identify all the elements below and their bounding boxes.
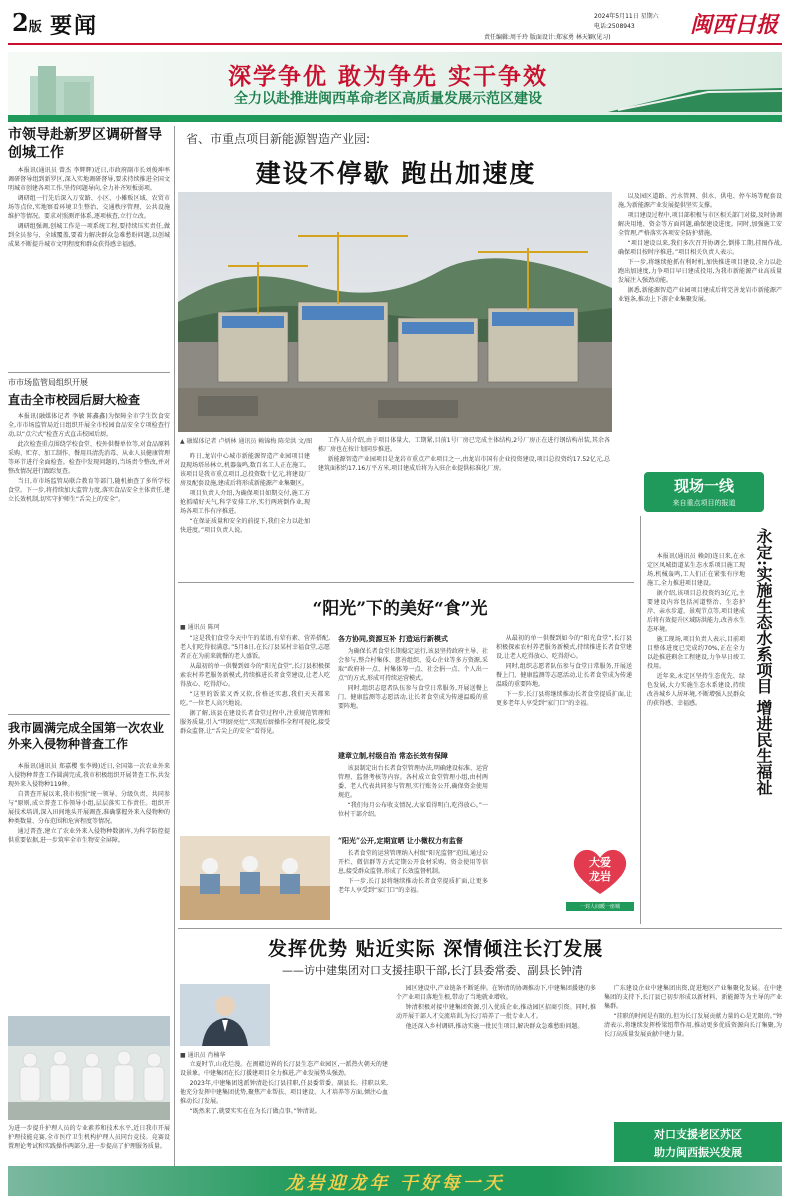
dayong-logo-line2: 龙岩 xyxy=(589,870,611,883)
bottom-paragraph: 立夏时节,山花烂漫。在闽赣边界的长汀县生态产业园区,一派热火朝天的建设景象。中建集团在长汀援建项目全力推进,产业发展势头强劲。 xyxy=(180,1061,388,1077)
main-kicker: 省、市重点项目新能源智造产业园: xyxy=(186,132,371,146)
bottom-paragraph: “挂职的时间是有限的,但为长汀发展贡献力量的心是无限的。”钟清表示,将继续发挥桥梁纽带作用,推动更多优质资源向长汀集聚,为长汀高质量发展贡献中建力量。 xyxy=(604,1013,782,1038)
yangguang-paragraph: 据了解,该县在建设长者食堂过程中,注重规范管理和服务质量,引入“明厨亮灶”,实现后厨操作全程可视化,接受群众监督,让“舌尖上的安全”看得见。 xyxy=(180,710,330,735)
sidebar-paragraph: 本报讯(通讯员 赖剑)连日来,在永定区凤城街道某生态水系项目施工现场,机械轰鸣,工人们正在紧张有序地施工,全力推进项目建设。 xyxy=(647,553,745,587)
main-column-2 xyxy=(318,436,610,576)
support-badge-line1: 对口支援老区苏区 xyxy=(654,1128,742,1141)
article2-body xyxy=(8,412,170,708)
yangguang-paragraph: 同时,组织志愿者队伍参与食堂日常服务,开展送餐上门、健康监测等志愿活动,让长者食堂成为传递温暖的重要阵地。 xyxy=(496,663,632,688)
article2-paragraph: 当日,市市场监管局联合教育等部门,随机抽查了多所学校食堂。下一步,将持续加大监管力度,落实食品安全主体责任,建立长效机制,切实守护师生“舌尖上的安全”。 xyxy=(8,478,170,503)
construction-photo-illustration xyxy=(178,192,612,432)
masthead-rule xyxy=(8,43,782,45)
banner-line1: 深学争优 敢为争先 实干争效 xyxy=(227,63,548,90)
yangguang-subhead-3: “阳光”公开,定期宣晒 让小微权力有监督 xyxy=(338,836,463,845)
bottom-column-3 xyxy=(604,984,782,1114)
main-paragraph: “项目建设以来,我们多次召开协调会,倒排工期,挂图作战,确保项目按时序推进。”项目相关负责人表示。 xyxy=(618,240,782,256)
yangguang-paragraph: 下一步,长汀县将继续推动长者食堂提质扩面,让更多老年人享受到“家门口”的幸福。 xyxy=(338,878,488,894)
interview-photo xyxy=(180,984,270,1046)
main-paragraph: 项目负责人介绍,为确保项目如期交付,施工方抢抓晴好天气,科学安排工序,实行两班倒作业,现场各项工作有序推进。 xyxy=(180,490,310,515)
yangguang-paragraph: “我们每月公布收支情况,大家看得明白,吃得放心。”一位村干部介绍。 xyxy=(338,802,488,818)
article3-paragraph: 本报讯(通讯员 郑嘉樱 张李嫚)近日,全国第一次农业外来入侵物种普查工作圆满完成,我市积极组织开展普查工作,共发现外来入侵物种119种。 xyxy=(8,763,170,788)
support-badge-line2: 助力闽西振兴发展 xyxy=(654,1146,742,1159)
on-site-badge-title: 现场一线 xyxy=(673,477,734,495)
page-number-unit: 版 xyxy=(28,20,42,35)
main-column-3 xyxy=(618,192,782,468)
section-title: 要闻 xyxy=(50,13,99,39)
yangguang-column-3 xyxy=(496,634,632,834)
page-number-digit: 2 xyxy=(12,8,29,37)
newspaper-logo: 闽西日报 xyxy=(690,12,779,38)
main-paragraph: 据悉,新能源智造产业园项目建成后将完善龙岩市新能源产业链条,推动上下游企业集聚发展。 xyxy=(618,287,782,303)
bottom-paragraph: 广东建设企业中建集团出资,促进地区产业集聚化发展。在中建集团的支持下,长汀县已初步形成以新材料、新能源等为主导的产业集群。 xyxy=(604,985,782,1010)
yangguang-column-2 xyxy=(338,634,488,920)
article1-paragraph: 本报讯(通讯员 曾杰 李辉辉)近日,市政府副市长刘俊坤率调研督导组到新罗区,深入实地调研督导,要求持续推进全国文明城市创建各项工作,坚持问题导向,全力补齐短板弱项。 xyxy=(8,167,170,192)
theme-banner xyxy=(8,52,782,122)
divider xyxy=(8,714,170,715)
article1-paragraph: 调研组强调,创城工作是一项系统工程,要持续压实责任,做到全员参与、全域覆盖,要着力解决群众急难愁盼问题,以创城成果不断提升城市文明程度和群众获得感幸福感。 xyxy=(8,223,170,248)
main-paragraph: 昨日,龙岩中心城市新能源智造产业园项目建设现场塔吊林立,机器轰鸣,数百名工人正在施工。该项目是我市重点项目,总投资数十亿元,将建设厂房及配套设施,建成后将形成新能源产业集聚区。 xyxy=(180,453,310,487)
yangguang-column-2-body-c xyxy=(338,849,488,909)
yangguang-paragraph: 从最初的单一供餐到如今的“阳光食堂”,长汀县积极探索农村养老服务新模式,持续推进长者食堂建设,让老人吃得放心、吃得舒心。 xyxy=(496,635,632,660)
yangguang-paragraph: “这是我们食堂今天中午的菜谱,有荤有素、营养搭配,老人们吃得很满意。”5月8日,在长汀县某村幸福食堂,志愿者正在为前来就餐的老人盛饭。 xyxy=(180,635,330,660)
main-paragraph: “在保证质量和安全的前提下,我们全力以赴加快进度。”项目负责人说。 xyxy=(180,518,310,534)
masthead-phone: 电话:2508943 xyxy=(594,23,635,30)
dayong-logo-tagline: 一封人间暖一座城 xyxy=(566,902,634,911)
sidebar-paragraph: 施工现场,项目负责人表示,目前项目整体进度已完成约70%,正在全力以赴推进剩余工程建设,力争早日竣工投用。 xyxy=(647,636,745,670)
main-paragraph: 下一步,将继续抢抓有利时机,加快推进项目建设,全力以赴跑出加速度,力争项目早日建成投用,为我市新能源产业高质量发展注入强劲动能。 xyxy=(618,259,782,284)
article3-body xyxy=(8,762,170,1010)
yangguang-subhead-1: 各方协同,资源互补 打造运行新模式 xyxy=(338,634,448,643)
main-paragraph: 新能源智造产业园项目是龙岩市重点产业项目之一,由龙岩市国有企业投资建设,项目总投资约17.52亿元,总建筑面积约17.16万平方米,项目建成后将为入驻企业提供标准化厂房。 xyxy=(318,456,610,472)
left-column xyxy=(8,126,175,1181)
dayong-logo-line1: 大爱 xyxy=(589,856,611,869)
article1-title: 市领导赴新罗区调研督导创城工作 xyxy=(8,127,162,161)
bottom-headline: 发挥优势 贴近实际 深情倾注长汀发展 xyxy=(268,938,604,960)
yangguang-column-2-body-b xyxy=(338,764,488,832)
bottom-paragraph: “既然来了,就要实实在在为长汀做点事。”钟清说。 xyxy=(189,1108,321,1115)
bottom-subtitle: ——访中建集团对口支援挂职干部,长汀县委常委、副县长钟清 xyxy=(282,964,583,977)
support-badge xyxy=(614,1122,782,1162)
main-photo-credit: ▲ 融媒体记者 卢炳林 通讯员 赖锦梅 陈荣洪 文/图 xyxy=(180,438,313,445)
nursing-photo-caption: 为进一步提升护理人员的专业素养和技术水平,近日我市开展护理技能竞赛,全市医疗卫生机构护理人员同台竞技。竞赛设置理论考试和实践操作两部分,进一步提高了护理服务质量。 xyxy=(8,1125,170,1150)
bottom-byline: ■ 通讯员 肖楠华 xyxy=(180,1052,226,1059)
masthead xyxy=(0,0,790,50)
nursing-photo-illustration xyxy=(8,1016,170,1120)
masthead-date: 2024年5月11日 星期六 xyxy=(594,13,659,20)
yangguang-paragraph: 该县制定出台长者食堂管理办法,明确建设标准、运营管理、监督考核等内容。各村成立食堂管理小组,由村两委、老人代表共同参与管理,实行账务公开,确保资金使用规范。 xyxy=(338,765,488,799)
yangguang-subhead-2: 建章立制,村级自治 常态长效有保障 xyxy=(338,751,448,760)
main-headline: 建设不停歇 跑出加速度 xyxy=(255,159,537,188)
section-divider xyxy=(178,582,634,583)
bottom-paragraph: 钟清积极对接中建集团资源,引入优质企业,推动园区招商引资。同时,推动开展干部人才交流培训,为长汀培养了一批专业人才。 xyxy=(396,1004,596,1020)
yangguang-paragraph: 下一步,长汀县将继续推动长者食堂提质扩面,让更多老年人享受到“家门口”的幸福。 xyxy=(496,691,632,707)
canteen-photo-illustration xyxy=(180,836,330,920)
divider xyxy=(8,372,170,373)
main-column-1 xyxy=(180,452,310,576)
sidebar-body xyxy=(647,552,745,918)
nursing-competition-photo xyxy=(8,1016,170,1120)
article3-title: 我市圆满完成全国第一次农业外来入侵物种普查工作 xyxy=(8,721,165,751)
bottom-divider xyxy=(178,928,782,929)
bottom-paragraph: 2023年,中建集团选派钟清赴长汀县挂职,任县委常委、副县长。挂职以来,他充分发挥中建集团优势,聚焦产业帮扶、项目建设、人才培养等方面,倾注心血推动长汀发展。 xyxy=(180,1080,388,1105)
article2-kicker: 市市场监管局组织开展 xyxy=(8,378,88,387)
on-site-badge xyxy=(644,472,764,512)
right-sidebar xyxy=(640,516,783,924)
article2-paragraph: 本报讯(融媒体记者 李敏 陈鑫鑫)为保障全市学生饮食安全,市市场监管局近日组织开展全市校园食品安全专项检查行动,以“点穴式”检查方式直击校园后厨。 xyxy=(8,413,170,438)
interview-photo-illustration xyxy=(180,984,270,1046)
yangguang-paragraph: 长者食堂的运营管理纳入村级“阳光监督”范围,通过公开栏、微信群等方式定期公开食材采购、资金使用等信息,接受群众监督,形成了长效监督机制。 xyxy=(338,850,488,875)
sidebar-headline: 永定:实施生态水系项目 增进民生福祉 xyxy=(754,528,773,796)
canteen-photo xyxy=(180,836,330,920)
yangguang-paragraph: “这里的饭菜又香又软,价格还实惠,我们天天都来吃。”一位老人高兴地说。 xyxy=(180,691,330,707)
footer-slogan: 龙岩迎龙年 干好每一天 xyxy=(285,1173,505,1194)
footer-bar xyxy=(8,1166,782,1196)
article2-title: 直击全市校园后厨大检查 xyxy=(8,393,141,407)
on-site-badge-subtitle: 来自重点项目的报道 xyxy=(672,499,736,507)
banner-line2: 全力以赴推进闽西革命老区高质量发展示范区建设 xyxy=(234,91,542,107)
article2-paragraph: 此次检查重点围绕学校食堂、校外供餐单位等,对食品原料采购、贮存、加工制作、餐用具清洗消毒、从业人员健康管理等环节进行全面检查。检查中发现问题的,当场责令整改,并对整改情况进行跟踪复查。 xyxy=(8,441,170,475)
page-number xyxy=(12,8,42,37)
main-paragraph: 工作人员介绍,由于项目体量大、工期紧,目前1号厂房已完成主体结构,2号厂房正在进行钢结构吊装,其余各栋厂房也在按计划同步推进。 xyxy=(318,437,610,453)
yangguang-paragraph: 为确保长者食堂长期稳定运行,该县坚持政府主导、社会参与,整合村集体、慈善组织、爱心企业等多方资源,采取“政府补一点、村集体筹一点、社会捐一点、个人出一点”的方式,形成可持续运营模式。 xyxy=(338,648,488,682)
main-paragraph: 以及园区道路、污水管网、供水、供电、停车场等配套设施,为新能源产业发展提供坚实支撑。 xyxy=(618,193,782,209)
article1-paragraph: 调研组一行先后深入万安路、小区、小摊贩区域、农贸市场等点位,实地察看环境卫生整治、交通秩序管理、公共设施维护等情况。要求对照测评体系,逐项核查,立行立改。 xyxy=(8,195,170,220)
yangguang-column-1 xyxy=(180,634,330,830)
bottom-paragraph: 他还深入乡村调研,推动实施一批民生项目,解决群众急难愁盼问题。 xyxy=(405,1023,584,1030)
yangguang-headline: “阳光”下的美好“食”光 xyxy=(312,599,488,619)
bottom-column-1 xyxy=(180,1060,388,1178)
yangguang-paragraph: 同时,组织志愿者队伍参与食堂日常服务,开展送餐上门、健康监测等志愿活动,让长者食堂成为传递温暖的重要阵地。 xyxy=(338,685,488,710)
dayong-logo xyxy=(566,844,634,916)
masthead-editors: 责任编辑:周千玲 版面设计:郑家勇 林天颖(见习) xyxy=(484,34,611,41)
sidebar-paragraph: 近年来,永定区坚持生态优先、绿色发展,大力实施生态水系建设,持续改善城乡人居环境,不断增强人民群众的获得感、幸福感。 xyxy=(647,673,745,707)
yangguang-paragraph: 从最初的单一供餐到如今的“阳光食堂”,长汀县积极探索农村养老服务新模式,持续推进长者食堂建设,让老人吃得放心、吃得舒心。 xyxy=(180,663,330,688)
yangguang-column-2-body xyxy=(338,647,488,747)
article1-body xyxy=(8,166,170,366)
yangguang-byline: ■ 通讯员 陈珂 xyxy=(180,624,220,631)
article3-paragraph: 自普查开展以来,我市按照“统一领导、分级负责、共同参与”原则,成立普查工作领导小组,层层落实工作责任。组织开展技术培训,深入田间地头开展调查,准确掌握外来入侵物种的种类数量、分布范围和危害程度等情况。 xyxy=(8,791,170,825)
article3-paragraph: 通过普查,建立了农业外来入侵物种数据库,为科学防控提供重要依据,进一步筑牢全市生物安全屏障。 xyxy=(8,828,170,844)
bottom-column-2 xyxy=(396,984,596,1178)
main-paragraph: 项目建设过程中,项目部积极与市区相关部门对接,及时协调解决用地、资金等方面问题,确保建设进度。同时,加强施工安全管理,严格落实各项安全防护措施。 xyxy=(618,212,782,237)
construction-site-photo xyxy=(178,192,612,432)
bottom-paragraph: 园区建设中,产业链条不断延伸。在钟清的协调推动下,中建集团援建的多个产业项目落地生根,带动了当地就业增收。 xyxy=(396,985,596,1001)
sidebar-paragraph: 据介绍,该项目总投资约3亿元,主要建设内容包括河道整治、生态护岸、亲水步道、景观节点等,项目建成后将有效提升区域防洪能力,改善水生态环境。 xyxy=(647,590,745,633)
